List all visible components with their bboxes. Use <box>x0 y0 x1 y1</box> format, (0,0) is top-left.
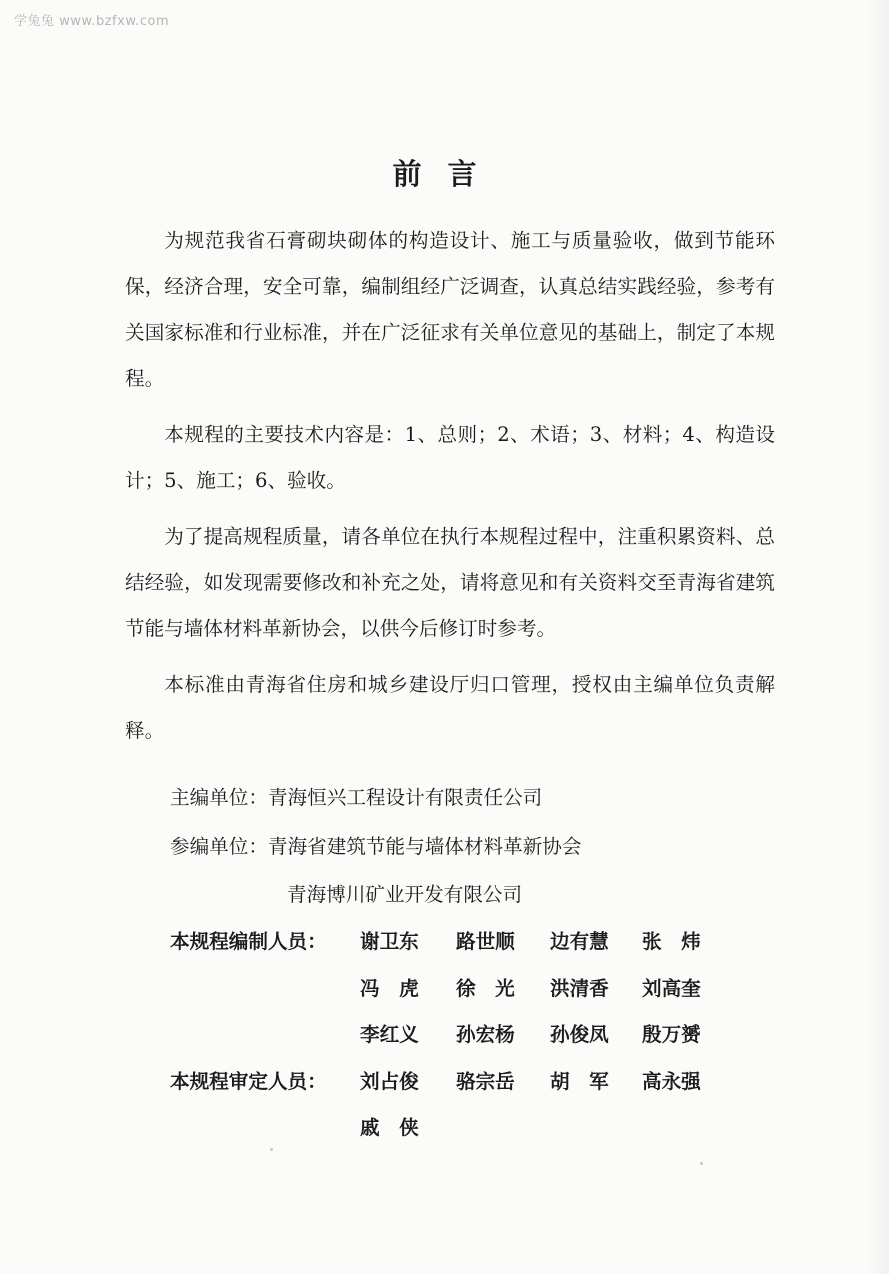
watermark: 学兔兔 www.bzfxw.com <box>14 14 170 29</box>
paragraph: 本规程的主要技术内容是：1、总则；2、术语；3、材料；4、构造设计；5、施工；6、验收。 <box>125 423 775 492</box>
drafters-label: 本规程编制人员： <box>170 930 327 953</box>
staff-name: 洪清香 <box>550 977 609 1000</box>
preface-body <box>125 218 775 764</box>
participating-label: 参编单位： <box>170 835 268 858</box>
staff-name: 刘高奎 <box>642 977 701 1000</box>
reviewers-label: 本规程审定人员： <box>170 1070 327 1093</box>
staff-name: 张 炜 <box>642 930 701 953</box>
page-title: 前言 <box>392 157 503 191</box>
participating-unit: 青海省建筑节能与墙体材料革新协会 <box>267 835 582 858</box>
staff-name: 刘占俊 <box>360 1070 419 1093</box>
page-edge-shadow <box>867 0 889 1274</box>
speck <box>700 1162 703 1165</box>
staff-name: 高永强 <box>642 1070 701 1093</box>
chief-editor-unit: 青海恒兴工程设计有限责任公司 <box>267 786 543 809</box>
speck <box>270 1148 273 1151</box>
staff-name: 殷万赟 <box>642 1023 701 1046</box>
staff-name: 骆宗岳 <box>456 1070 515 1093</box>
staff-name: 孙宏杨 <box>456 1023 515 1046</box>
paragraph: 为规范我省石膏砌块砌体的构造设计、施工与质量验收，做到节能环保，经济合理，安全可靠，编制组经广泛调查，认真总结实践经验，参考有关国家标准和行业标准，并在广泛征求有关单位意见的基础上，制定了本规程。 <box>125 229 775 390</box>
chief-editor-row <box>170 781 542 810</box>
staff-name: 孙俊凤 <box>550 1023 609 1046</box>
staff-name: 李红义 <box>360 1023 419 1046</box>
staff-name: 边有慧 <box>550 930 609 953</box>
participating-unit: 青海博川矿业开发有限公司 <box>287 883 523 906</box>
staff-name: 徐 光 <box>456 977 515 1000</box>
staff-name: 冯 虎 <box>360 977 419 1000</box>
participating-row <box>170 830 581 859</box>
staff-name: 谢卫东 <box>360 930 419 953</box>
staff-name: 路世顺 <box>456 930 515 953</box>
staff-name: 胡 军 <box>550 1070 609 1093</box>
paragraph: 为了提高规程质量，请各单位在执行本规程过程中，注重积累资料、总结经验，如发现需要修改和补充之处，请将意见和有关资料交至青海省建筑节能与墙体材料革新协会，以供今后修订时参考。 <box>125 525 775 640</box>
participating-row-2 <box>287 878 522 907</box>
paragraph: 本标准由青海省住房和城乡建设厅归口管理，授权由主编单位负责解释。 <box>125 673 775 742</box>
chief-editor-label: 主编单位： <box>170 786 268 809</box>
staff-name: 戚 侠 <box>360 1116 419 1139</box>
